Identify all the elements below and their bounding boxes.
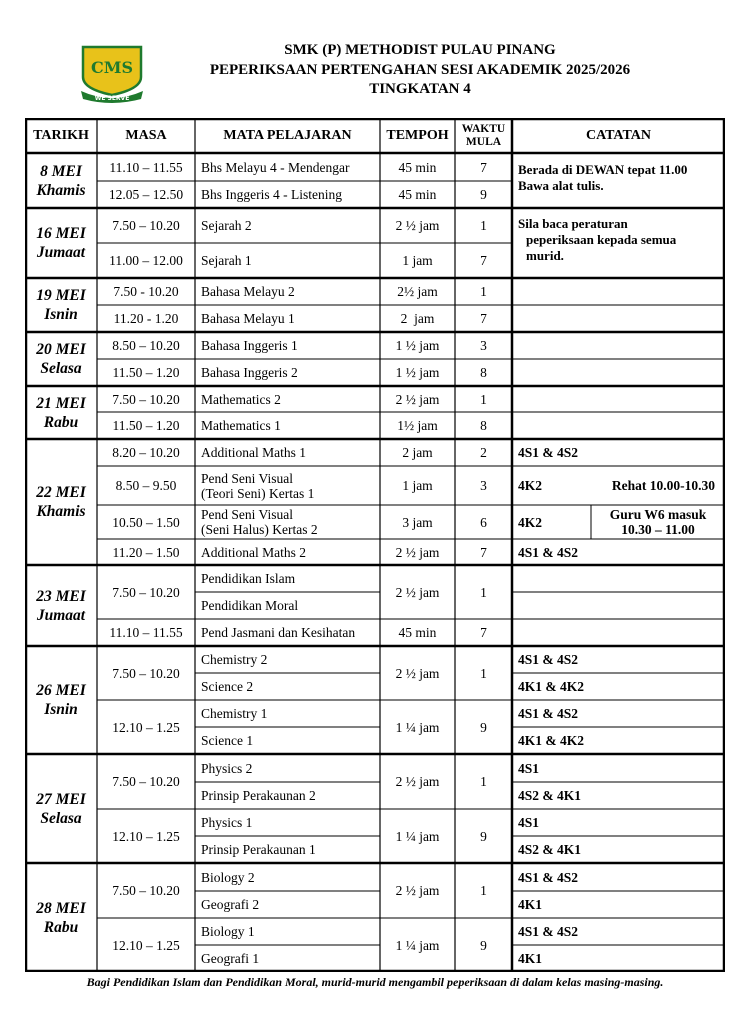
- subject-cell: Sejarah 2: [201, 218, 252, 233]
- date-cell: [25, 565, 97, 646]
- date-cell: [25, 439, 97, 565]
- note-cell: 4K1: [518, 897, 543, 912]
- waktu-cell: 7: [480, 311, 487, 326]
- date-label: 23 MEI: [36, 587, 86, 605]
- waktu-cell: 6: [480, 514, 487, 530]
- subject-cell: Bahasa Inggeris 1: [201, 338, 298, 353]
- masa-cell: 11.10 – 11.55: [109, 625, 183, 640]
- tempoh-cell: 1 ¼ jam: [395, 937, 440, 953]
- note-cell: 4S1 & 4S2: [518, 652, 579, 667]
- masa-cell: 10.50 – 1.50: [112, 514, 180, 530]
- note-cell: [512, 216, 725, 272]
- date-cell: [25, 153, 97, 208]
- masa-cell: 7.50 – 10.20: [112, 584, 180, 600]
- subject-cell: Bhs Melayu 4 - Mendengar: [201, 159, 350, 175]
- tempoh-cell: 2 ½ jam: [395, 883, 440, 898]
- note-cell: 4S1 & 4S2: [518, 706, 579, 721]
- footer-note: Bagi Pendidikan Islam dan Pendidikan Moral, murid-murid mengambil peperiksaan di dalam kelas masing-masing.: [86, 975, 664, 989]
- masa-cell: 7.50 – 10.20: [112, 391, 180, 407]
- tempoh-cell: 1 jam: [402, 478, 433, 493]
- day-label: Isnin: [44, 701, 78, 718]
- tempoh-cell: 45 min: [398, 159, 437, 175]
- col-header-tarikh: TARIKH: [33, 128, 89, 143]
- masa-cell: 11.00 – 12.00: [109, 253, 183, 268]
- date-cell: [25, 386, 97, 439]
- masa-cell: 11.50 – 1.20: [112, 365, 180, 380]
- masa-cell: 7.50 – 10.20: [112, 665, 180, 681]
- masa-cell: 7.50 – 10.20: [112, 883, 180, 898]
- tempoh-cell: 1 ½ jam: [395, 365, 440, 380]
- subject-cell: Mathematics 1: [201, 418, 281, 433]
- tempoh-cell: 2½ jam: [397, 284, 438, 299]
- col-header-tempoh: TEMPOH: [386, 128, 449, 143]
- date-label: 27 MEI: [36, 790, 86, 808]
- note-line: 10.30 – 11.00: [621, 522, 695, 537]
- subject-cell: Additional Maths 2: [201, 544, 306, 560]
- masa-cell: 7.50 - 10.20: [113, 284, 179, 299]
- note-line: Berada di DEWAN tepat 11.00: [518, 162, 688, 177]
- tempoh-cell: 3 jam: [402, 514, 433, 530]
- masa-cell: 11.20 – 1.50: [112, 544, 180, 560]
- col-header-waktu: WAKTU: [461, 122, 506, 135]
- date-cell: [25, 208, 97, 278]
- tempoh-cell: 45 min: [398, 187, 437, 202]
- tempoh-cell: 1 ¼ jam: [395, 828, 440, 844]
- subject-cell: Sejarah 1: [201, 253, 252, 268]
- date-cell: [25, 646, 97, 754]
- subject-cell: Chemistry 2: [201, 652, 268, 667]
- waktu-cell: 9: [480, 828, 487, 844]
- note-cell: [591, 505, 725, 539]
- waktu-cell: 1: [480, 218, 487, 233]
- subject-cell: Chemistry 1: [201, 706, 268, 721]
- note-line: murid.: [526, 248, 564, 263]
- col-header-mula: MULA: [465, 135, 502, 148]
- note-cell: 4K1: [518, 951, 543, 966]
- subject-cell: Bahasa Melayu 2: [201, 284, 295, 299]
- note-cell: 4S1: [518, 760, 540, 776]
- waktu-cell: 7: [480, 544, 487, 560]
- date-cell: [25, 332, 97, 386]
- subject-cell: Biology 1: [201, 924, 255, 939]
- waktu-cell: 9: [480, 719, 487, 735]
- waktu-cell: 1: [480, 774, 487, 789]
- subject-line: Pend Seni Visual: [201, 470, 293, 486]
- subject-cell: Geografi 2: [201, 897, 260, 912]
- date-cell: [25, 863, 97, 972]
- tempoh-cell: 2 jam: [402, 445, 433, 460]
- waktu-cell: 1: [480, 584, 487, 600]
- note-cell: 4S1: [518, 815, 540, 830]
- subject-cell: Physics 1: [201, 815, 253, 830]
- note-cell: Rehat 10.00-10.30: [611, 478, 715, 493]
- waktu-cell: 8: [480, 365, 487, 380]
- subject-cell: Science 2: [201, 679, 254, 694]
- tempoh-cell: 2 ½ jam: [395, 774, 440, 789]
- day-label: Selasa: [40, 360, 82, 377]
- subject-cell: Additional Maths 1: [201, 445, 306, 460]
- logo-ribbon: WE SERVE: [94, 95, 130, 102]
- date-label: 8 MEI: [40, 162, 82, 180]
- subject-cell: Bahasa Inggeris 2: [201, 365, 298, 380]
- date-label: 19 MEI: [36, 287, 86, 304]
- tempoh-cell: 2 jam: [400, 311, 435, 326]
- subject-line: Pend Seni Visual: [201, 507, 293, 522]
- subject-cell: Bhs Inggeris 4 - Listening: [201, 187, 342, 202]
- tempoh-cell: 2 ½ jam: [395, 391, 440, 407]
- tempoh-cell: 1 ½ jam: [395, 338, 440, 353]
- date-label: 20 MEI: [36, 341, 86, 358]
- waktu-cell: 7: [480, 625, 487, 640]
- note-cell: 4K1 & 4K2: [518, 679, 584, 694]
- subject-line: (Teori Seni) Kertas 1: [201, 485, 315, 501]
- note-cell: 4K1 & 4K2: [518, 733, 584, 748]
- masa-cell: 7.50 – 10.20: [112, 218, 180, 233]
- masa-cell: 12.05 – 12.50: [108, 187, 184, 202]
- date-label: 28 MEI: [36, 899, 86, 917]
- note-line: peperiksaan kepada semua: [526, 232, 677, 247]
- subject-cell: Biology 2: [201, 869, 255, 885]
- tempoh-cell: 2 ½ jam: [395, 665, 440, 681]
- subject-line: (Seni Halus) Kertas 2: [201, 522, 318, 537]
- day-label: Selasa: [40, 809, 82, 827]
- tempoh-cell: 1 ¼ jam: [395, 719, 440, 735]
- subject-cell: Geografi 1: [201, 951, 260, 966]
- date-label: 22 MEI: [36, 484, 86, 501]
- subject-cell: Pendidikan Moral: [201, 598, 299, 613]
- waktu-cell: 3: [480, 338, 487, 353]
- day-label: Jumaat: [36, 606, 86, 624]
- note-cell: 4S1 & 4S2: [518, 445, 579, 460]
- day-label: Jumaat: [36, 244, 86, 261]
- exam-schedule-table: [25, 118, 725, 972]
- note-cell: 4K2: [518, 478, 543, 493]
- waktu-cell: 7: [480, 253, 487, 268]
- masa-cell: 11.20 - 1.20: [113, 311, 179, 326]
- subject-cell: Pend Jasmani dan Kesihatan: [201, 625, 356, 640]
- subject-cell: Prinsip Perakaunan 2: [201, 788, 316, 803]
- note-cell: 4S1 & 4S2: [518, 869, 579, 885]
- note-cell: 4S2 & 4K1: [518, 842, 582, 857]
- date-label: 21 MEI: [36, 394, 86, 412]
- note-cell: 4S1 & 4S2: [518, 544, 579, 560]
- day-label: Isnin: [44, 306, 78, 323]
- col-header-waktu-mula: [455, 118, 512, 153]
- waktu-cell: 1: [480, 665, 487, 681]
- subject-cell: Pendidikan Islam: [201, 571, 296, 586]
- note-cell: 4S1 & 4S2: [518, 924, 579, 939]
- waktu-cell: 1: [480, 391, 487, 407]
- note-cell: 4K2: [518, 514, 543, 530]
- date-cell: [25, 278, 97, 332]
- note-line: Bawa alat tulis.: [518, 178, 604, 193]
- subject-cell: [195, 505, 386, 539]
- tempoh-cell: 2 ½ jam: [395, 544, 440, 560]
- masa-cell: 8.20 – 10.20: [112, 445, 180, 460]
- masa-cell: 11.10 – 11.55: [109, 159, 183, 175]
- waktu-cell: 8: [480, 418, 487, 433]
- waktu-cell: 1: [480, 883, 487, 898]
- document-header: [160, 41, 680, 100]
- day-label: Rabu: [43, 918, 79, 936]
- masa-cell: 8.50 – 10.20: [112, 338, 180, 353]
- col-header-catatan: CATATAN: [585, 128, 652, 143]
- tempoh-cell: 1½ jam: [397, 418, 438, 433]
- masa-cell: 12.10 – 1.25: [112, 719, 180, 735]
- subject-cell: Prinsip Perakaunan 1: [201, 842, 316, 857]
- waktu-cell: 1: [480, 284, 487, 299]
- date-label: 16 MEI: [36, 225, 86, 242]
- note-line: Guru W6 masuk: [609, 507, 707, 522]
- masa-cell: 7.50 – 10.20: [112, 774, 180, 789]
- note-cell: [512, 162, 725, 202]
- day-label: Rabu: [43, 413, 79, 431]
- subject-cell: Physics 2: [201, 760, 253, 776]
- waktu-cell: 7: [480, 159, 487, 175]
- note-cell: 4S2 & 4K1: [518, 788, 582, 803]
- day-label: Khamis: [36, 503, 86, 520]
- masa-cell: 11.50 – 1.20: [112, 418, 180, 433]
- school-name: SMK (P) METHODIST PULAU PINANG: [284, 42, 556, 58]
- waktu-cell: 9: [480, 187, 487, 202]
- tempoh-cell: 2 ½ jam: [395, 584, 440, 600]
- subject-cell: Mathematics 2: [201, 391, 281, 407]
- masa-cell: 12.10 – 1.25: [112, 937, 180, 953]
- subject-cell: [195, 466, 386, 505]
- col-header-mata-pelajaran: MATA PELAJARAN: [223, 128, 352, 143]
- date-label: 26 MEI: [36, 682, 86, 699]
- tempoh-cell: 1 jam: [402, 253, 433, 268]
- col-header-masa: MASA: [125, 128, 167, 143]
- school-logo: [79, 43, 145, 103]
- form-level: TINGKATAN 4: [369, 81, 471, 97]
- exam-title: PEPERIKSAAN PERTENGAHAN SESI AKADEMIK 2025/2026: [209, 61, 631, 78]
- subject-cell: Science 1: [201, 733, 254, 748]
- waktu-cell: 2: [480, 445, 487, 460]
- date-cell: [25, 754, 97, 863]
- note-line: Sila baca peraturan: [518, 216, 628, 231]
- tempoh-cell: 45 min: [398, 625, 437, 640]
- logo-monogram: CMS: [91, 58, 133, 77]
- masa-cell: 12.10 – 1.25: [112, 828, 180, 844]
- waktu-cell: 3: [480, 478, 487, 493]
- subject-cell: Bahasa Melayu 1: [201, 311, 295, 326]
- waktu-cell: 9: [480, 937, 487, 953]
- tempoh-cell: 2 ½ jam: [395, 218, 440, 233]
- masa-cell: 8.50 – 9.50: [115, 478, 177, 493]
- day-label: Khamis: [36, 181, 86, 199]
